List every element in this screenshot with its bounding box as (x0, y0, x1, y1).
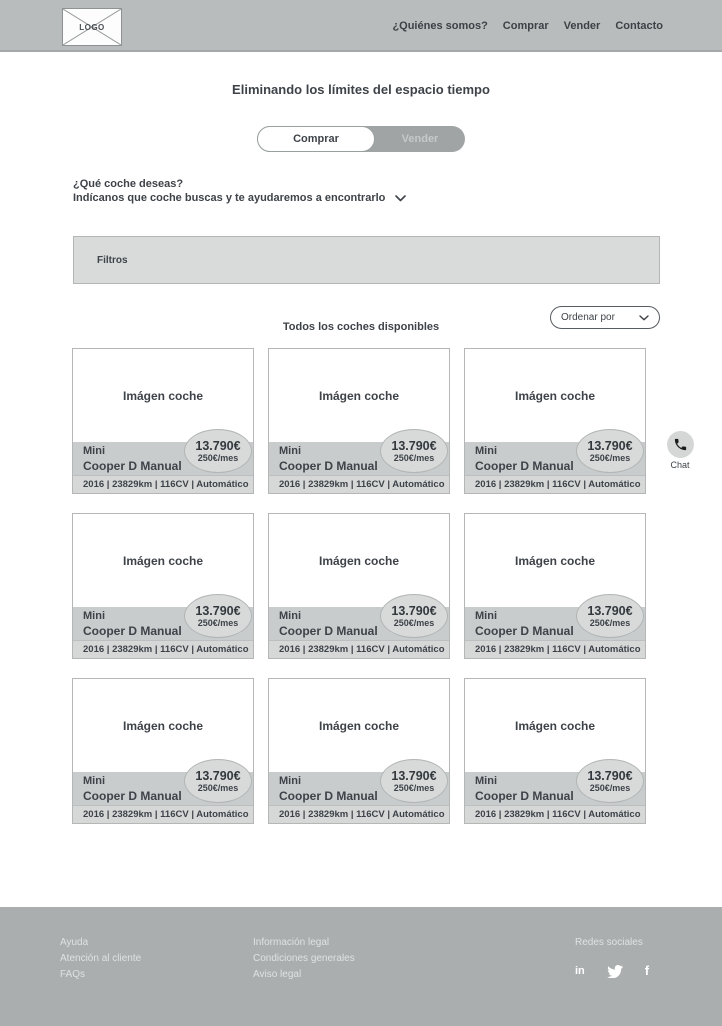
social-title: Redes sociales (575, 937, 643, 948)
car-model: Cooper D Manual (83, 624, 182, 638)
price-badge (184, 759, 252, 803)
footer-link-ayuda[interactable]: Ayuda (60, 937, 89, 948)
buy-sell-toggle (257, 126, 465, 152)
price-badge (184, 594, 252, 638)
chat-label: Chat (670, 460, 690, 470)
car-price: 13.790€ (195, 438, 241, 453)
car-card[interactable] (268, 348, 450, 494)
car-card[interactable] (464, 348, 646, 494)
chevron-down-icon (395, 195, 406, 202)
car-brand: Mini (475, 610, 497, 622)
car-price: 13.790€ (391, 768, 437, 783)
page-title: Eliminando los límites del espacio tiempo (232, 82, 490, 97)
sort-label: Ordenar por (561, 312, 615, 323)
car-image-placeholder: Imágen coche (465, 679, 645, 772)
car-card[interactable] (268, 513, 450, 659)
car-price: 13.790€ (391, 438, 437, 453)
footer-link-faqs[interactable]: FAQs (60, 969, 86, 980)
car-specs: 2016 | 23829km | 116CV | Automático (465, 475, 645, 493)
car-image-placeholder: Imágen coche (73, 514, 253, 607)
linkedin-icon[interactable]: in (575, 965, 585, 977)
car-specs: 2016 | 23829km | 116CV | Automático (269, 475, 449, 493)
car-card[interactable] (464, 678, 646, 824)
car-model: Cooper D Manual (83, 789, 182, 803)
facebook-icon[interactable]: f (644, 963, 650, 978)
toggle-comprar-button[interactable]: Comprar (257, 126, 375, 152)
car-monthly-price: 250€/mes (197, 452, 239, 463)
footer-link-condiciones-generales[interactable]: Condiciones generales (253, 953, 355, 964)
car-model: Cooper D Manual (279, 624, 378, 638)
price-badge (380, 429, 448, 473)
logo-text: LOGO (79, 22, 105, 32)
price-badge (576, 594, 644, 638)
car-specs: 2016 | 23829km | 116CV | Automático (465, 640, 645, 658)
car-model: Cooper D Manual (279, 789, 378, 803)
car-model: Cooper D Manual (475, 789, 574, 803)
filters-label: Filtros (97, 254, 128, 266)
car-brand: Mini (279, 775, 301, 787)
nav-link-quienes-somos[interactable]: ¿Quiénes somos? (392, 20, 488, 32)
car-specs: 2016 | 23829km | 116CV | Automático (269, 640, 449, 658)
toggle-vender-button[interactable]: Vender (401, 133, 439, 145)
car-model: Cooper D Manual (83, 459, 182, 473)
car-image-placeholder: Imágen coche (465, 349, 645, 442)
footer-link-aviso-legal[interactable]: Aviso legal (253, 969, 302, 980)
car-image-placeholder: Imágen coche (269, 679, 449, 772)
car-card[interactable] (72, 678, 254, 824)
header (0, 0, 722, 52)
car-monthly-price: 250€/mes (197, 617, 239, 628)
price-badge (576, 429, 644, 473)
car-card[interactable] (72, 513, 254, 659)
footer-link-atencion-cliente[interactable]: Atención al cliente (60, 953, 142, 964)
listing-section-title: Todos los coches disponibles (282, 321, 440, 333)
footer-social-column (575, 935, 649, 979)
car-price: 13.790€ (391, 603, 437, 618)
car-model: Cooper D Manual (475, 624, 574, 638)
car-monthly-price: 250€/mes (589, 782, 631, 793)
car-card[interactable] (72, 348, 254, 494)
price-badge (380, 759, 448, 803)
price-badge (184, 429, 252, 473)
sort-dropdown[interactable] (550, 306, 660, 329)
car-price: 13.790€ (195, 768, 241, 783)
main-nav (392, 0, 663, 52)
car-specs: 2016 | 23829km | 116CV | Automático (73, 475, 253, 493)
car-price: 13.790€ (195, 603, 241, 618)
car-monthly-price: 250€/mes (589, 452, 631, 463)
car-image-placeholder: Imágen coche (73, 679, 253, 772)
question-dropdown[interactable] (73, 191, 406, 205)
chat-circle (667, 431, 694, 458)
social-icons (575, 963, 649, 979)
car-monthly-price: 250€/mes (393, 617, 435, 628)
car-brand: Mini (83, 775, 105, 787)
car-specs: 2016 | 23829km | 116CV | Automático (269, 805, 449, 823)
footer-help-column (60, 935, 141, 983)
car-card[interactable] (464, 513, 646, 659)
car-image-placeholder: Imágen coche (269, 514, 449, 607)
car-specs: 2016 | 23829km | 116CV | Automático (73, 805, 253, 823)
price-badge (380, 594, 448, 638)
question-subtitle: Indícanos que coche buscas y te ayudaremos a encontrarlo (73, 192, 386, 204)
car-specs: 2016 | 23829km | 116CV | Automático (73, 640, 253, 658)
car-brand: Mini (279, 610, 301, 622)
car-image-placeholder: Imágen coche (465, 514, 645, 607)
logo[interactable] (62, 8, 122, 46)
car-grid (72, 348, 646, 824)
car-price: 13.790€ (587, 438, 633, 453)
car-price: 13.790€ (587, 768, 633, 783)
car-monthly-price: 250€/mes (393, 452, 435, 463)
chevron-down-icon (639, 315, 649, 321)
car-brand: Mini (83, 610, 105, 622)
car-monthly-price: 250€/mes (393, 782, 435, 793)
car-price: 13.790€ (587, 603, 633, 618)
chat-button[interactable] (664, 431, 696, 470)
nav-link-comprar[interactable]: Comprar (502, 20, 549, 32)
twitter-icon[interactable] (607, 965, 623, 978)
question-title: ¿Qué coche deseas? (73, 178, 184, 190)
price-badge (576, 759, 644, 803)
footer-link-informacion-legal[interactable]: Información legal (253, 937, 330, 948)
car-image-placeholder: Imágen coche (73, 349, 253, 442)
car-monthly-price: 250€/mes (197, 782, 239, 793)
nav-link-contacto[interactable]: Contacto (615, 20, 663, 32)
filters-bar[interactable] (73, 236, 660, 284)
car-brand: Mini (475, 775, 497, 787)
car-brand: Mini (83, 445, 105, 457)
car-image-placeholder: Imágen coche (269, 349, 449, 442)
car-card[interactable] (268, 678, 450, 824)
car-model: Cooper D Manual (475, 459, 574, 473)
car-specs: 2016 | 23829km | 116CV | Automático (465, 805, 645, 823)
footer-legal-column (253, 935, 355, 983)
footer (0, 907, 722, 1026)
car-monthly-price: 250€/mes (589, 617, 631, 628)
car-brand: Mini (279, 445, 301, 457)
car-model: Cooper D Manual (279, 459, 378, 473)
nav-link-vender[interactable]: Vender (563, 20, 601, 32)
car-brand: Mini (475, 445, 497, 457)
car-question (73, 177, 406, 205)
phone-icon (673, 437, 688, 452)
